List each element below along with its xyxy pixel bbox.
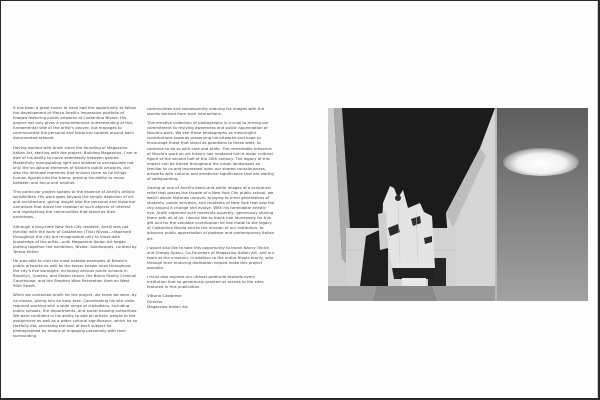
paragraph: Gazing at one of Anelli's black-and-white images of a sculptural relief that graces the facade of a New York City public school, we watch whole histories unravel, bringing to mind generations of students, public servants, and residents of New York that saw the city around it change and evolve. With his formidable artistic eye, Anelli captured such moments superbly, generously sharing them with all of us. I would like to thank him immensely for this gift and for the valuable contribution he has made to the legacy of Costantino Nivola and to the mission of our institution, to advance public appreciation of postwar and contemporary Italian art. bbox=[147, 185, 275, 241]
sculpture-relief-image bbox=[328, 108, 495, 301]
paragraph: communities and subsequently imbuing his images with the stories derived from such interactions. bbox=[147, 106, 265, 117]
paragraph: When we contacted Anelli for the project, we knew we were, by no means, giving him an easy task. Coordinating his site visits required working with a wide range of custodians, including public schools, fire departments, and social housing authorities. We were confident in his ability to add an artistic weight to the assignment as well as a wider cultural significance, which he so tactfully did, accessing the soul of each subject he photographed by means of engaging personally with their surrounding bbox=[13, 292, 138, 338]
text-column-1 bbox=[13, 105, 138, 342]
cloud-shape bbox=[503, 148, 579, 176]
paragraph: Having worked with Anelli since the founding of Magazzino Italian Art, starting with the project, Building Magazzino, I am in awe of his ability to move seamlessly between genres. Masterfully manipulating light and shadow to encapsulate not only the sculptural elements of Nivola's public artworks, but also the intimate moments that enliven them as he brings human figures into the frame, proving his ability to move between one focus and another. bbox=[13, 144, 138, 185]
paragraph: I must also express our utmost gratitude towards every institution that so generously granted us access to the sites featured in this publication. bbox=[147, 274, 264, 290]
sculpture-panel bbox=[328, 108, 495, 301]
book-spread bbox=[1, 1, 598, 398]
paragraph: Although a long-time New York City resident, Anelli was not familiar with the work of Costantino (Tino) Nivola—dispersed throughout the city but recognizable only to those with knowledge of the artist—until Magazzino Italian Art began putting together the exhibition, Nivola: Sandscapes, curated by Teresa Kittler. bbox=[13, 223, 137, 254]
paragraph: This particular project speaks to the essence of Anelli's artistic sensibilities. His work goes beyond the simple depiction of art and architecture, giving insight into the personal and historical narratives that drove the creation of such objects of interest and highlighting the communities that stand as their backdrops. bbox=[13, 189, 136, 220]
text-column-2 bbox=[147, 106, 275, 309]
left-page bbox=[1, 1, 301, 398]
paragraph: He was able to visit the most notable examples of Nivola's public artworks as well as the lesser known ones throughout the city's five boroughs, including various public schools in Brooklyn, Queens, and Staten Island, the Bronx Family Criminal Courthouse, and the Stephen Wise Recreation Area on West 90th Street. bbox=[13, 258, 137, 289]
signature-title: Director bbox=[147, 298, 163, 304]
signature-organization: Magazzino Italian Art bbox=[147, 303, 188, 309]
sky-panel bbox=[495, 108, 588, 301]
signature-block bbox=[147, 293, 275, 308]
paragraph: It has been a great honor to have had the opportunity to follow the development of Marco Anelli's impressive portfolio of images featuring public artworks of Costantino Nivola. His project not only gives a comprehensive understanding of this fundamental side of the artist's oeuvre, but manages to communicate the personal and historical context around each documented artwork. bbox=[13, 105, 137, 141]
right-page bbox=[301, 1, 597, 398]
paragraph: This emotive collection of photographs is crucial to driving our commitment to reviving awareness and public appreciation of Nivola's work. We see these photographs as meaningful contributions towards preserving his artworks and hope to encourage those that stand as guardians to these sites, to continue to do so with care and pride. The remarkable influence of Nivola's work on art history has rendered him a major cultural figure of the second half of the 20th century. The legacy of this impact can be traced throughout the urban landscapes so familiar to us and impressed upon our shared consciousness, artworks with cultural and emotional significance that are worthy of safeguarding. bbox=[147, 120, 275, 181]
signature-name: Vittorio Calabrese bbox=[147, 293, 182, 299]
paragraph: I would also like to take this opportunity to thank Nancy Olnick and Giorgio Spanu, Co-Founders of Magazzino Italian Art, and our team at the museum, in addition to the entire Nivola family, who through their enduring dedication helped make this project possible. bbox=[147, 244, 275, 270]
sculpture-photograph bbox=[328, 108, 588, 301]
